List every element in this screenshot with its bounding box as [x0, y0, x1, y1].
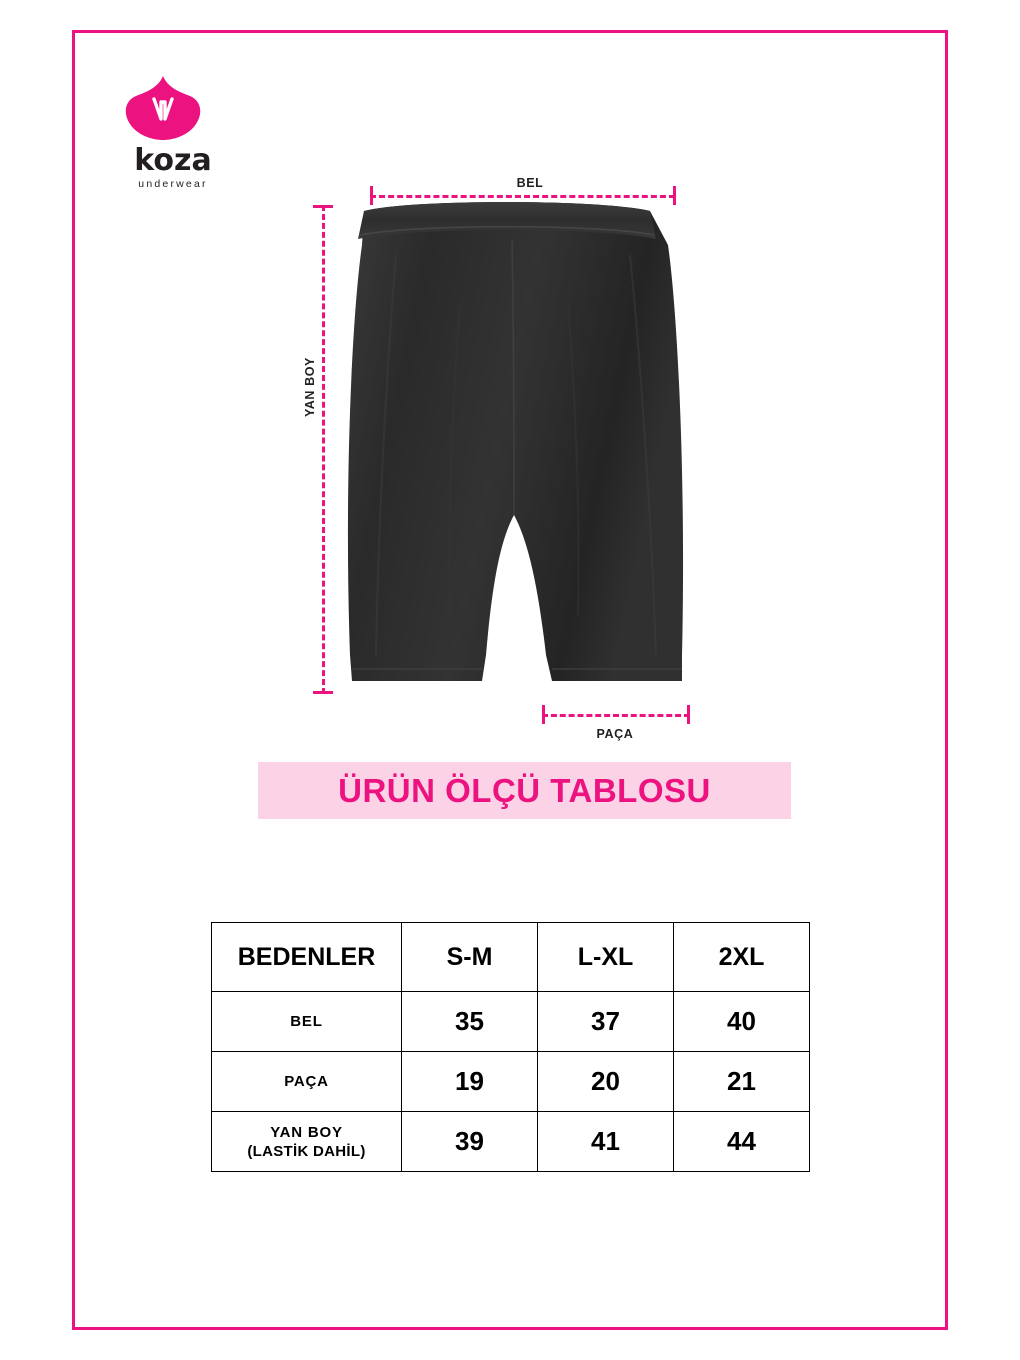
cell-yanboy-2xl: 44 [674, 1112, 810, 1172]
page-title: ÜRÜN ÖLÇÜ TABLOSU [338, 771, 711, 809]
table-header-cell-lxl: L-XL [538, 923, 674, 992]
cell-paca-lxl: 20 [538, 1052, 674, 1112]
cell-bel-lxl: 37 [538, 992, 674, 1052]
leg-opening-measure-line [542, 714, 690, 717]
side-length-measure-cap-top [313, 205, 333, 208]
row-label-yanboy-main: YAN BOY [270, 1123, 343, 1141]
cell-bel-sm: 35 [402, 992, 538, 1052]
brand-wordmark [108, 143, 238, 191]
row-label-yanboy-sub: (LASTİK DAHİL) [247, 1142, 366, 1160]
side-length-measure-line [322, 205, 325, 694]
koza-tulip-logo-icon [120, 72, 206, 144]
waist-measure-cap-left [370, 186, 373, 205]
side-length-measure-label: YAN BOY [303, 357, 317, 418]
waist-measure-label: BEL [516, 176, 544, 190]
black-biker-shorts-photo [300, 185, 730, 705]
table-header-cell-sizes: BEDENLER [212, 923, 402, 992]
cell-bel-2xl: 40 [674, 992, 810, 1052]
table-row [212, 1052, 810, 1112]
cell-yanboy-lxl: 41 [538, 1112, 674, 1172]
size-table-wrapper [211, 922, 809, 1172]
table-header-cell-sm: S-M [402, 923, 538, 992]
leg-opening-measure-cap-left [542, 705, 545, 724]
brand-logo [108, 72, 258, 192]
cell-paca-sm: 19 [402, 1052, 538, 1112]
cell-yanboy-sm: 39 [402, 1112, 538, 1172]
waist-measure-cap-right [673, 186, 676, 205]
row-label-bel: BEL [212, 992, 402, 1052]
cell-paca-2xl: 21 [674, 1052, 810, 1112]
table-row [212, 992, 810, 1052]
leg-opening-measure-cap-right [687, 705, 690, 724]
brand-name: koza [134, 143, 212, 178]
chart-title-banner [258, 762, 791, 819]
leg-opening-measure-label: PAÇA [596, 727, 634, 741]
table-row [212, 1112, 810, 1172]
table-header-row [212, 923, 810, 992]
brand-tagline: underwear [138, 178, 208, 190]
waist-measure-line [370, 195, 675, 198]
side-length-measure-cap-bottom [313, 691, 333, 694]
table-header-cell-2xl: 2XL [674, 923, 810, 992]
row-label-yanboy [212, 1112, 402, 1172]
row-label-paca: PAÇA [212, 1052, 402, 1112]
size-table [211, 922, 810, 1172]
